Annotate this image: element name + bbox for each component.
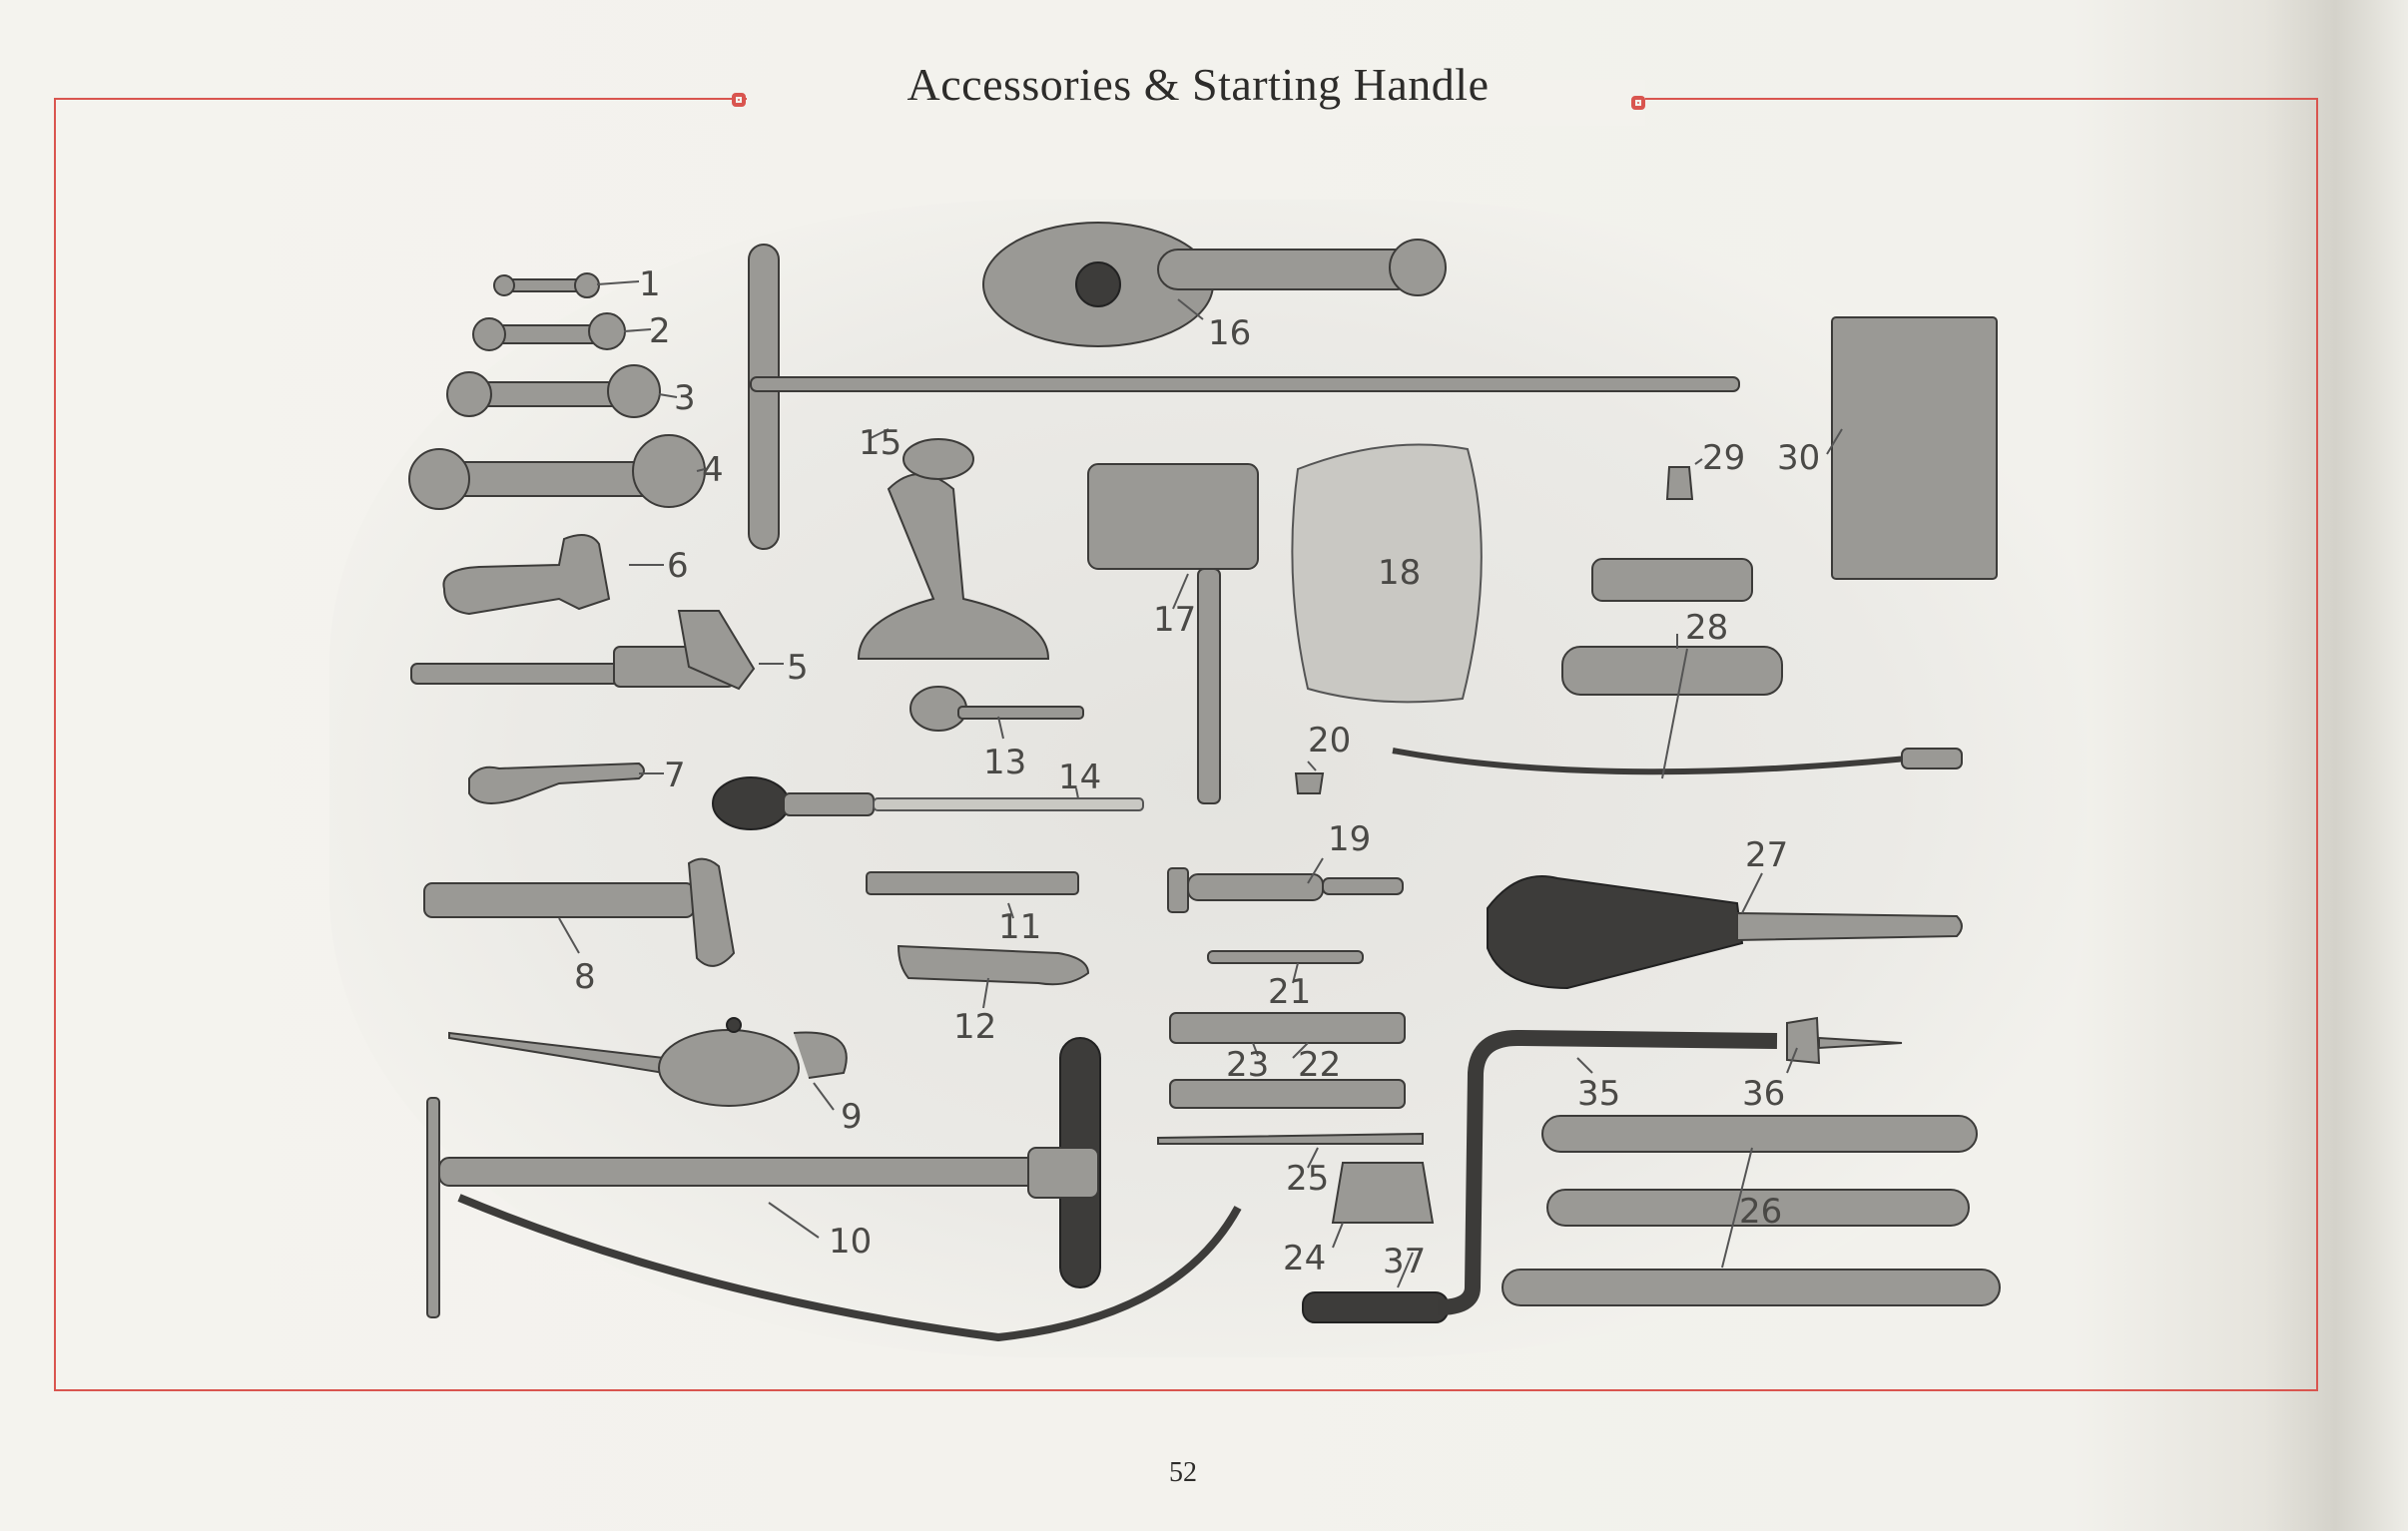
box-spanner-22-icon (1170, 1013, 1405, 1043)
hub-spanner-24-icon (1333, 1163, 1433, 1223)
label-11: 11 (998, 907, 1042, 947)
label-1: 1 (639, 264, 661, 304)
pipe-wrench-5-icon (411, 611, 754, 689)
label-24: 24 (1283, 1239, 1327, 1278)
spanner-4-icon (409, 435, 705, 509)
label-6: 6 (667, 546, 689, 586)
label-21: 21 (1268, 972, 1312, 1012)
hammer-8-icon (424, 859, 734, 966)
label-20: 20 (1308, 721, 1352, 761)
gas-pliers-7-icon (469, 764, 644, 803)
label-27: 27 (1745, 835, 1789, 875)
label-29: 29 (1702, 438, 1746, 478)
label-7: 7 (664, 756, 686, 795)
label-5: 5 (787, 648, 809, 688)
grease-gun-19-icon (1168, 868, 1403, 912)
label-26: 26 (1739, 1192, 1783, 1232)
label-15: 15 (859, 423, 903, 463)
label-14: 14 (1058, 758, 1102, 797)
label-9: 9 (841, 1097, 863, 1137)
valve-part-20-icon (1296, 773, 1323, 793)
valve-29-icon (1667, 467, 1692, 499)
tool-kit-illustration (300, 190, 2097, 1367)
label-22: 22 (1298, 1045, 1342, 1085)
tyre-pump-10-icon (427, 1038, 1238, 1337)
screwdriver-13-icon (910, 687, 1083, 731)
tommy-bar-25-icon (1158, 1134, 1423, 1144)
adjustable-spanner-6-icon (443, 535, 609, 614)
book-30-icon (1832, 317, 1997, 579)
page-number: 52 (1169, 1457, 1197, 1488)
box-spanner-23-icon (1170, 1080, 1405, 1108)
label-25: 25 (1286, 1159, 1330, 1199)
oil-can-9-icon (449, 1018, 847, 1106)
label-2: 2 (649, 311, 671, 351)
label-13: 13 (983, 743, 1027, 782)
label-35: 35 (1577, 1074, 1621, 1114)
spanner-3-icon (447, 365, 660, 417)
label-30: 30 (1777, 438, 1821, 478)
left-ornament-icon (732, 93, 746, 107)
label-28: 28 (1685, 608, 1729, 648)
label-10: 10 (829, 1222, 873, 1262)
pliers-12-icon (899, 946, 1088, 984)
label-3: 3 (674, 378, 696, 418)
label-17: 17 (1153, 600, 1197, 640)
label-19: 19 (1328, 819, 1372, 859)
box-spanner-21-icon (1208, 951, 1363, 963)
spanner-2-icon (473, 313, 625, 350)
spanner-1-icon (494, 273, 599, 297)
label-12: 12 (953, 1007, 997, 1047)
label-8: 8 (574, 957, 596, 997)
chisel-11-icon (867, 872, 1078, 894)
label-4: 4 (702, 450, 724, 490)
label-18: 18 (1378, 553, 1422, 593)
page-title: Accessories & Starting Handle (906, 59, 1490, 110)
label-36: 36 (1742, 1074, 1786, 1114)
label-16: 16 (1208, 313, 1252, 353)
brush-27-icon (1488, 876, 1962, 988)
label-37: 37 (1383, 1242, 1427, 1281)
label-23: 23 (1226, 1045, 1270, 1085)
